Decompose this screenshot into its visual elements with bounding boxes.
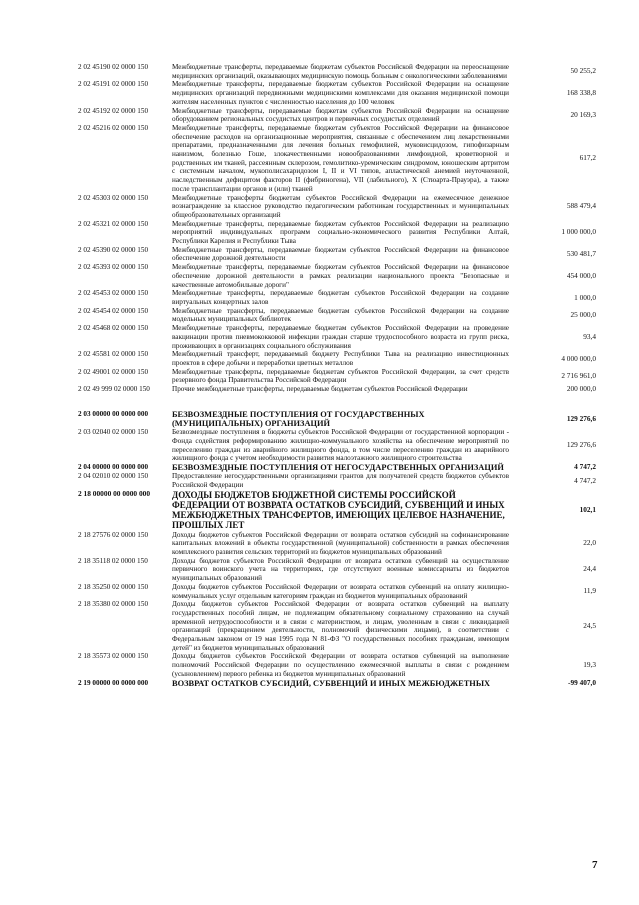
row-amount: 24,4 bbox=[583, 564, 596, 574]
row-description: Прочие межбюджетные трансферты, передаваемые бюджетам субъектов Российской Федерации bbox=[172, 385, 468, 394]
row-amount: 129 276,6 bbox=[566, 440, 596, 450]
budget-code: 2 04 00000 00 0000 000 bbox=[78, 463, 149, 472]
budget-code: 2 02 45303 02 0000 150 bbox=[78, 193, 149, 202]
table-row bbox=[78, 600, 596, 652]
row-description: Доходы бюджетов субъектов Российской Федерации от возврата остатков субвенций на выплату государственных пособий лицам, не подлежащим обязательному социальному страхованию на случай временной нетрудоспособности и в связи с материнством, и лицам, уволенным в связи с ликвидацией организаций (прекращением деятельности, полномочий физическими лицами), в соответствии с Федеральным законом от 19 мая 1995 года N 81-ФЗ "О государственных пособиях гражданам, имеющим детей" из бюджетов муниципальных образований bbox=[172, 600, 509, 652]
budget-code: 2 02 45453 02 0000 150 bbox=[78, 289, 149, 298]
table-row bbox=[78, 557, 596, 583]
row-description: Межбюджетные трансферты, передаваемые бюджетам субъектов Российской Федерации на финансовое обеспечение дорожной деятельности bbox=[172, 245, 509, 263]
table-row bbox=[78, 385, 596, 394]
row-description: Безвозмездные поступления в бюджеты субъектов Российской Федерации от государственной корпорации - Фонда содействия реформированию жилищно-коммунального хозяйства на обеспечение мероприятий по переселению граждан из аварийного жилищного фонда, в том числе переселению граждан из аварийного жилищного фонда с учетом необходимости развития малоэтажного жилищного строительства bbox=[172, 428, 509, 463]
budget-code: 2 18 35118 02 0000 150 bbox=[78, 556, 148, 565]
row-description: Межбюджетные трансферты, передаваемые бюджетам субъектов Российской Федерации на финансовое обеспечение расходов на организационные мероприятия, связанные с обеспечением лиц лекарственными препаратами, предназначенными для лечения больных гемофилией, муковисцидозом, гипофизарным нанизмом, болезнью Гоше, злокачественными новообразованиями лимфоидной, кроветворной и родственных им тканей, рассеянным склерозом, гемолитико-уремическим синдромом, юношеским артритом с системным началом, мукополисахаридозом I, II и VI типов, апластической анемией неуточненной, наследственным дефицитом факторов II (фибриногена), VII (лабильного), X (Стюарта-Прауэра), а также после трансплантации органов и (или) тканей bbox=[172, 123, 509, 193]
table-row bbox=[78, 583, 596, 600]
row-description: Межбюджетный трансферт, передаваемый бюджету Республики Тыва на реализацию инвестиционных проектов в сфере добычи и переработки цветных металлов bbox=[172, 350, 509, 367]
budget-code: 2 02 45191 02 0000 150 bbox=[78, 80, 149, 89]
section-header-row bbox=[78, 679, 596, 688]
budget-code: 2 02 45393 02 0000 150 bbox=[78, 263, 149, 272]
section-total: -99 407,0 bbox=[568, 677, 596, 687]
row-description: Межбюджетные трансферты, передаваемые бюджетам субъектов Российской Федерации на проведение вакцинации против пневмококковой инфекции граждан старше трудоспособного возраста из групп риска, проживающих в организациях социального обслуживания bbox=[172, 324, 509, 350]
row-amount: 22,0 bbox=[583, 538, 596, 548]
table-row bbox=[78, 194, 596, 220]
table-row bbox=[78, 80, 596, 106]
budget-code: 2 02 49 999 02 0000 150 bbox=[78, 385, 150, 394]
table-row bbox=[78, 472, 596, 489]
table-row bbox=[78, 531, 596, 557]
section-total: 129 276,6 bbox=[566, 413, 596, 423]
row-description: Доходы бюджетов субъектов Российской Федерации от возврата остатков субвенций на оплату жилищно-коммунальных услуг отдельным категориям граждан из бюджетов муниципальных образований bbox=[172, 582, 509, 600]
budget-code: 2 02 45192 02 0000 150 bbox=[78, 106, 149, 115]
budget-code: 2 18 35380 02 0000 150 bbox=[78, 600, 149, 609]
row-amount: 24,5 bbox=[583, 621, 596, 631]
table-row bbox=[78, 289, 596, 306]
row-description: Доходы бюджетов субъектов Российской Федерации от возврата остатков субсидий на софинансирование капитальных вложений в объекты государственной (муниципальной) собственности в рамках обеспечения комплексного развития сельских территорий из бюджетов муниципальных образований bbox=[172, 530, 509, 557]
table-row bbox=[78, 428, 596, 463]
table-row bbox=[78, 246, 596, 263]
budget-code: 2 02 45390 02 0000 150 bbox=[78, 245, 149, 254]
budget-code: 2 02 45454 02 0000 150 bbox=[78, 306, 149, 315]
row-description: Предоставление негосударственными организациями грантов для получателей средств бюджетов субъектов Российской Федерации bbox=[172, 472, 509, 490]
row-amount: 11,9 bbox=[583, 586, 596, 596]
section-header-row bbox=[78, 490, 596, 531]
row-amount: 617,2 bbox=[579, 153, 596, 163]
budget-code: 2 18 00000 00 0000 000 bbox=[78, 488, 151, 498]
row-description: Доходы бюджетов субъектов Российской Федерации от возврата остатков субвенций на осуществление первичного воинского учета на территориях, где отсутствуют военные комиссариаты из бюджетов муниципальных образований bbox=[172, 556, 509, 583]
row-description: Межбюджетные трансферты бюджетам субъектов Российской Федерации на ежемесячное денежное вознаграждение за классное руководство педагогическим работникам государственных и муниципальных общеобразовательных организаций bbox=[172, 193, 509, 219]
row-description: Доходы бюджетов субъектов Российской Федерации от возврата остатков субвенций на выполнение полномочий Российской Федерации по осуществлению ежемесячной выплаты в связи с рождением (усыновлением) первого ребенка из бюджетов муниципальных образований bbox=[172, 652, 509, 678]
table-row bbox=[78, 220, 596, 246]
row-description: Межбюджетные трансферты, передаваемые бюджетам субъектов Российской Федерации на оснащение медицинских организаций передвижными медицинскими комплексами для оказания медицинской помощи жителям населенных пунктов с численностью населения до 100 человек bbox=[172, 80, 509, 106]
section-title: ДОХОДЫ БЮДЖЕТОВ БЮДЖЕТНОЙ СИСТЕМЫ РОССИЙСКОЙ ФЕДЕРАЦИИ ОТ ВОЗВРАТА ОСТАТКОВ СУБСИДИЙ, СУБВЕНЦИЙ И ИНЫХ МЕЖБЮДЖЕТНЫХ ТРАНСФЕРТОВ, ИМЕЮЩИХ ЦЕЛЕВОЕ НАЗНАЧЕНИЕ, ПРОШЛЫХ ЛЕТ bbox=[172, 489, 505, 531]
row-description: Межбюджетные трансферты, передаваемые бюджетам субъектов Российской Федерации на переоснащение медицинских организаций, оказывающих медицинскую помощь больным с онкологическими заболеваниями bbox=[172, 63, 509, 80]
row-description: Межбюджетные трансферты, передаваемые бюджетам субъектов Российской Федерации на создание виртуальных концертных залов bbox=[172, 289, 509, 306]
table-row bbox=[78, 368, 596, 385]
row-amount: 2 716 961,0 bbox=[561, 370, 596, 380]
budget-code: 2 18 27576 02 0000 150 bbox=[78, 530, 149, 539]
budget-code: 2 03 00000 00 0000 000 bbox=[78, 409, 149, 418]
row-amount: 4 747,2 bbox=[574, 475, 596, 485]
budget-code: 2 04 02010 02 0000 150 bbox=[78, 472, 149, 481]
table-row bbox=[78, 124, 596, 194]
table-row bbox=[78, 263, 596, 289]
row-amount: 93,4 bbox=[583, 331, 596, 341]
row-description: Межбюджетные трансферты, передаваемые бюджетам субъектов Российской Федерации, за счет средств резервного фонда Правительства Российской Федерации bbox=[172, 367, 509, 385]
section-header-row bbox=[78, 463, 596, 472]
row-amount: 588 479,4 bbox=[566, 201, 596, 211]
table-row bbox=[78, 107, 596, 124]
row-amount: 1 000 000,0 bbox=[561, 227, 596, 237]
row-amount: 454 000,0 bbox=[566, 270, 596, 280]
row-description: Межбюджетные трансферты, передаваемые бюджетам субъектов Российской Федерации на финансовое обеспечение дорожной деятельности в рамках реализации национального проекта "Безопасные и качественные автомобильные дороги" bbox=[172, 263, 509, 289]
row-amount: 1 000,0 bbox=[574, 292, 596, 302]
row-amount: 168 338,8 bbox=[566, 88, 596, 98]
budget-revenue-table bbox=[78, 63, 596, 688]
section-total: 102,1 bbox=[579, 504, 596, 514]
budget-code: 2 02 45216 02 0000 150 bbox=[78, 123, 149, 132]
budget-code: 2 02 45321 02 0000 150 bbox=[78, 219, 149, 228]
section-title: ВОЗВРАТ ОСТАТКОВ СУБСИДИЙ, СУБВЕНЦИЙ И ИНЫХ МЕЖБЮДЖЕТНЫХ bbox=[172, 678, 491, 688]
row-amount: 50 255,2 bbox=[570, 66, 596, 76]
budget-code: 2 02 45468 02 0000 150 bbox=[78, 324, 149, 333]
budget-code: 2 18 35250 02 0000 150 bbox=[78, 582, 149, 591]
row-description: Межбюджетные трансферты, передаваемые бюджетам субъектов Российской Федерации на создание модельных муниципальных библиотек bbox=[172, 306, 509, 324]
budget-code: 2 03 02040 02 0000 150 bbox=[78, 428, 149, 437]
budget-code: 2 19 00000 00 0000 000 bbox=[78, 678, 149, 687]
table-row bbox=[78, 63, 596, 80]
page-number: 7 bbox=[592, 859, 598, 871]
row-amount: 200 000,0 bbox=[566, 384, 596, 394]
budget-code: 2 18 35573 02 0000 150 bbox=[78, 652, 149, 661]
table-row bbox=[78, 324, 596, 350]
section-title: БЕЗВОЗМЕЗДНЫЕ ПОСТУПЛЕНИЯ ОТ НЕГОСУДАРСТВЕННЫХ ОРГАНИЗАЦИЙ bbox=[172, 463, 504, 473]
section-title: БЕЗВОЗМЕЗДНЫЕ ПОСТУПЛЕНИЯ ОТ ГОСУДАРСТВЕННЫХ (МУНИЦИПАЛЬНЫХ) ОРГАНИЗАЦИЙ bbox=[172, 409, 425, 429]
row-amount: 530 481,7 bbox=[566, 249, 596, 259]
row-amount: 20 169,3 bbox=[570, 109, 596, 119]
row-amount: 19,3 bbox=[583, 660, 596, 670]
budget-code: 2 02 45581 02 0000 150 bbox=[78, 350, 149, 359]
row-description: Межбюджетные трансферты, передаваемые бюджетам субъектов Российской Федерации на реализацию мероприятий индивидуальных программ социально-экономического развития Республики Алтай, Республики Карелия и Республики Тыва bbox=[172, 219, 509, 246]
row-description: Межбюджетные трансферты, передаваемые бюджетам субъектов Российской Федерации на оснащение оборудованием региональных сосудистых центров и первичных сосудистых отделений bbox=[172, 106, 509, 124]
section-header-row bbox=[78, 410, 596, 429]
budget-code: 2 02 45190 02 0000 150 bbox=[78, 63, 149, 71]
row-amount: 25 000,0 bbox=[570, 310, 596, 320]
row-amount: 4 000 000,0 bbox=[561, 353, 596, 363]
table-row bbox=[78, 652, 596, 678]
section-total: 4 747,2 bbox=[574, 462, 596, 472]
table-row bbox=[78, 350, 596, 367]
table-row bbox=[78, 307, 596, 324]
budget-code: 2 02 49001 02 0000 150 bbox=[78, 367, 149, 376]
